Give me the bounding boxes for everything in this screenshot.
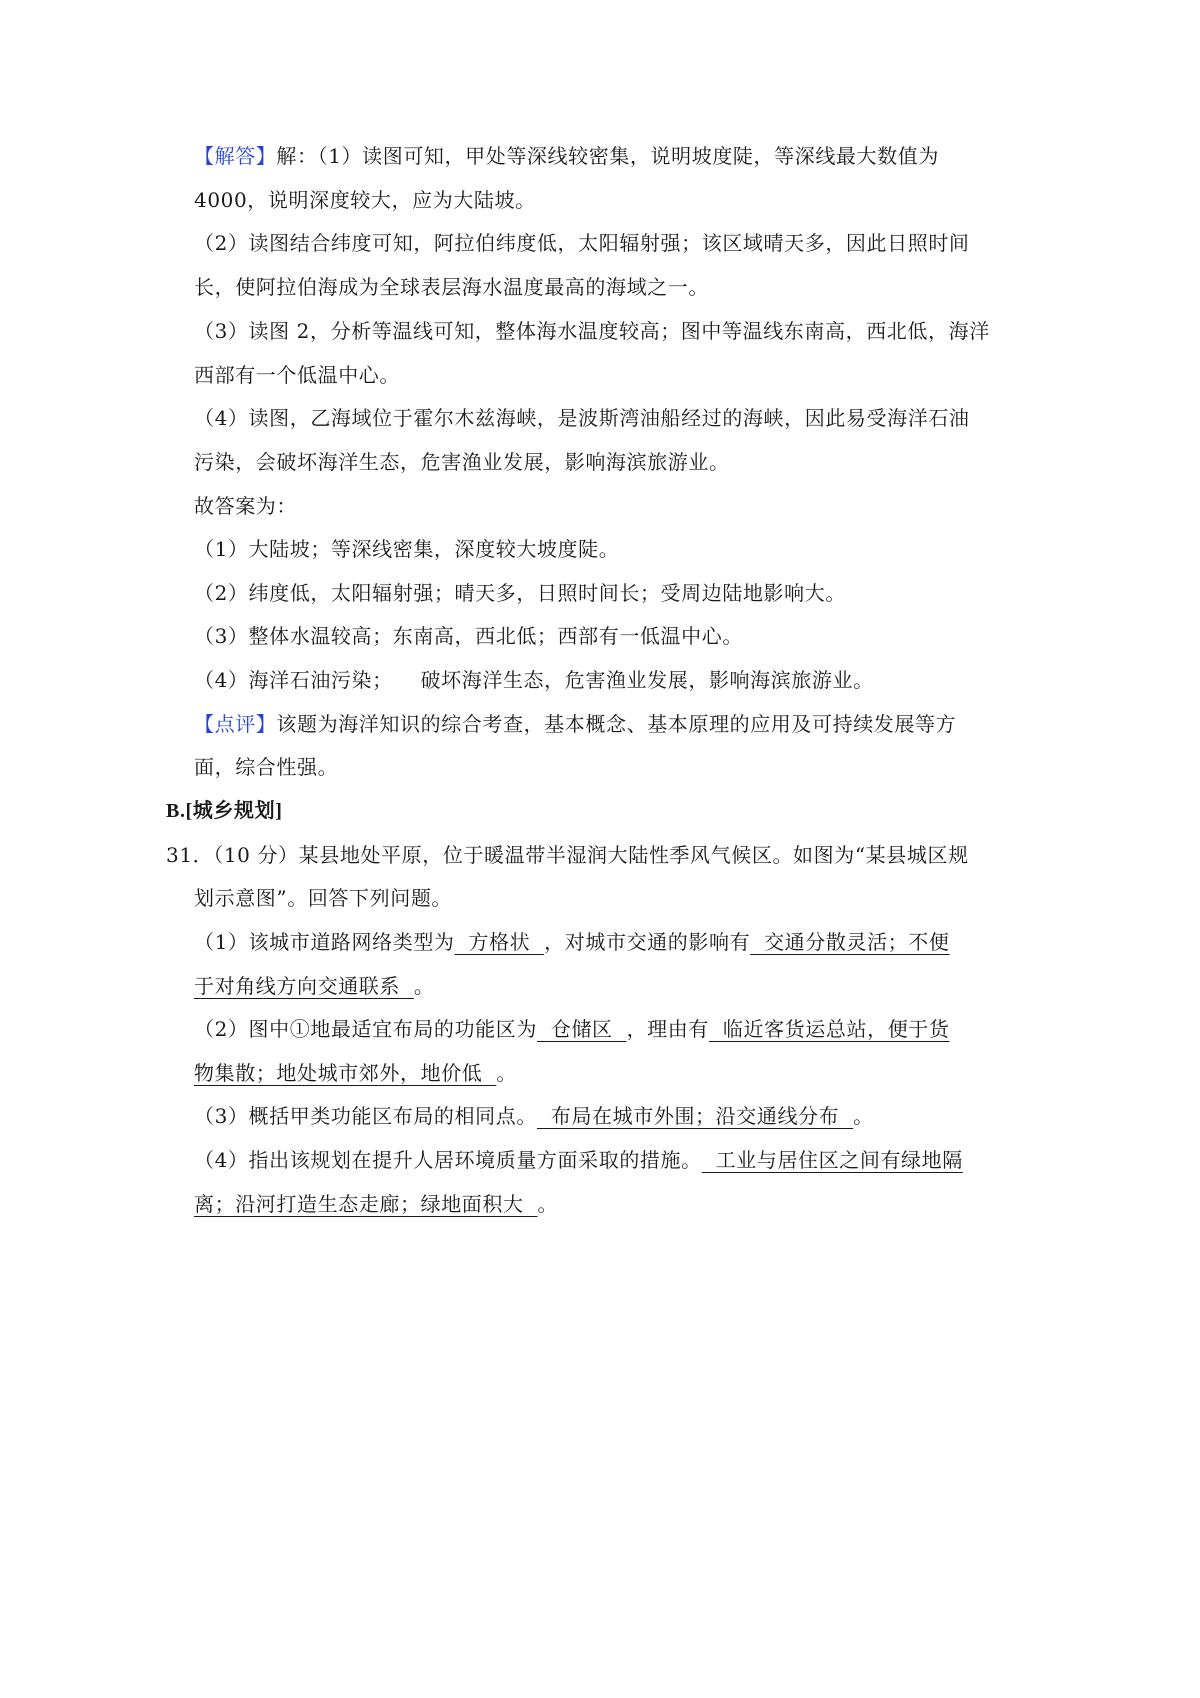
part-2-answer-reason-a: 临近客货运总站，便于货	[708, 1017, 950, 1041]
comment-text-1: 该题为海洋知识的综合考查，基本概念、基本原理的应用及可持续发展等方	[276, 712, 957, 736]
part-1-answer-road-network: 方格状	[454, 930, 545, 954]
question-31-part-4-line-1	[194, 1146, 963, 1174]
part-4-answer-a: 工业与居住区之间有绿地隔	[701, 1148, 963, 1172]
question-31-part-3	[194, 1102, 874, 1130]
question-31-part-2-line-2	[194, 1059, 517, 1087]
part-1-answer-traffic-effect-b: 于对角线方向交通联系	[194, 974, 414, 998]
part-1-prefix: （1）该城市道路网络类型为	[194, 930, 455, 954]
question-31-part-4-line-2	[194, 1190, 558, 1218]
part-2-mid: ，理由有	[626, 1017, 709, 1041]
part-4-end: 。	[537, 1192, 559, 1216]
analysis-line-1	[194, 142, 939, 170]
analysis-line-4: 长，使阿拉伯海成为全球表层海水温度最高的海域之一。	[194, 275, 709, 299]
part-3-prefix: （3）概括甲类功能区布局的相同点。	[194, 1104, 537, 1128]
part-2-end: 。	[496, 1061, 517, 1085]
analysis-line-5: （3）读图 2，分析等温线可知，整体海水温度较高；图中等温线东南高，西北低，海洋	[194, 319, 990, 343]
part-2-answer-reason-b: 物集散；地处城市郊外，地价低	[194, 1061, 497, 1085]
answer-3: （3）整体水温较高；东南高，西北低；西部有一低温中心。	[194, 624, 743, 648]
part-3-end: 。	[853, 1104, 874, 1128]
question-31-part-1-line-2	[194, 972, 435, 1000]
question-31-stem-1: 31．（10 分）某县地处平原，位于暖温带半湿润大陆性季风气候区。如图为“某县城区规	[166, 843, 969, 867]
answer-heading: 故答案为：	[194, 494, 297, 518]
question-31-part-2-line-1	[194, 1015, 950, 1043]
section-title: B.[城乡规划]	[166, 800, 283, 822]
answer-2: （2）纬度低，太阳辐射强；晴天多，日照时间长；受周边陆地影响大。	[194, 581, 846, 605]
analysis-tag: 【解答】	[194, 144, 277, 168]
analysis-line-7: （4）读图，乙海域位于霍尔木兹海峡，是波斯湾油船经过的海峡，因此易受海洋石油	[194, 406, 970, 430]
analysis-line-6: 西部有一个低温中心。	[194, 363, 400, 387]
analysis-line-8: 污染，会破坏海洋生态，危害渔业发展，影响海滨旅游业。	[194, 450, 730, 474]
part-1-end: 。	[413, 974, 435, 998]
comment-line-2: 面，综合性强。	[194, 755, 339, 779]
comment-line-1	[194, 710, 956, 738]
analysis-line-3: （2）读图结合纬度可知，阿拉伯纬度低，太阳辐射强；该区域晴天多，因此日照时间	[194, 231, 970, 255]
analysis-text-1: 解：（1）读图可知，甲处等深线较密集，说明坡度陡，等深线最大数值为	[276, 144, 939, 168]
part-1-answer-traffic-effect-a: 交通分散灵活；不便	[750, 930, 950, 954]
part-3-answer: 布局在城市外围；沿交通线分布	[536, 1104, 854, 1128]
question-31-part-1-line-1	[194, 928, 950, 956]
question-31-stem-2: 划示意图”。回答下列问题。	[194, 886, 453, 910]
part-2-prefix: （2）图中①地最适宜布局的功能区为	[194, 1017, 537, 1041]
comment-tag: 【点评】	[194, 712, 277, 736]
part-2-answer-function-zone: 仓储区	[536, 1017, 627, 1041]
analysis-line-2: 4000，说明深度较大，应为大陆坡。	[194, 188, 536, 212]
part-4-answer-b: 离；沿河打造生态走廊；绿地面积大	[194, 1192, 538, 1216]
answer-4: （4）海洋石油污染； 破坏海洋生态，危害渔业发展，影响海滨旅游业。	[194, 668, 874, 692]
part-1-mid: ，对城市交通的影响有	[544, 930, 751, 954]
answer-1: （1）大陆坡；等深线密集，深度较大坡度陡。	[194, 537, 620, 561]
part-4-prefix: （4）指出该规划在提升人居环境质量方面采取的措施。	[194, 1148, 702, 1172]
